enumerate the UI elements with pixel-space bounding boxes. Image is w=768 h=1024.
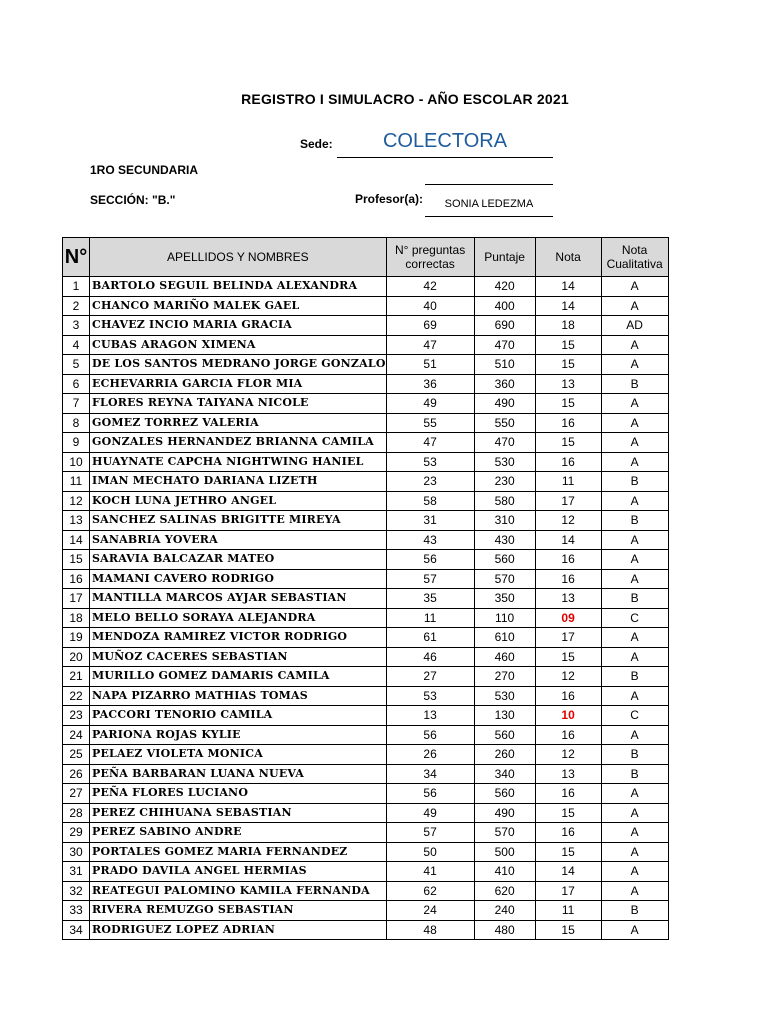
qualitative-grade: B — [601, 374, 668, 394]
qualitative-grade: B — [601, 901, 668, 921]
grade: 14 — [535, 530, 601, 550]
table-row — [63, 511, 669, 531]
qualitative-grade: A — [601, 725, 668, 745]
correct-answers: 43 — [386, 530, 474, 550]
student-name: PELAEZ VIOLETA MONICA — [90, 745, 387, 765]
student-name: BARTOLO SEGUIL BELINDA ALEXANDRA — [90, 277, 387, 297]
qualitative-grade: A — [601, 296, 668, 316]
correct-answers: 47 — [386, 433, 474, 453]
correct-answers: 47 — [386, 335, 474, 355]
grade: 17 — [535, 881, 601, 901]
row-number: 9 — [63, 433, 90, 453]
grade: 16 — [535, 725, 601, 745]
grade: 15 — [535, 920, 601, 940]
qualitative-grade: B — [601, 589, 668, 609]
correct-answers: 58 — [386, 491, 474, 511]
col-header-qualitative: Nota Cualitativa — [601, 238, 668, 277]
grade: 16 — [535, 413, 601, 433]
correct-answers: 61 — [386, 628, 474, 648]
qualitative-grade: A — [601, 842, 668, 862]
row-number: 28 — [63, 803, 90, 823]
qualitative-grade: A — [601, 803, 668, 823]
table-row — [63, 920, 669, 940]
correct-answers: 57 — [386, 823, 474, 843]
grade: 14 — [535, 862, 601, 882]
correct-answers: 57 — [386, 569, 474, 589]
score: 610 — [474, 628, 535, 648]
student-name: PACCORI TENORIO CAMILA — [90, 706, 387, 726]
row-number: 26 — [63, 764, 90, 784]
row-number: 25 — [63, 745, 90, 765]
row-number: 18 — [63, 608, 90, 628]
row-number: 21 — [63, 667, 90, 687]
table-row — [63, 550, 669, 570]
correct-answers: 56 — [386, 725, 474, 745]
grade: 11 — [535, 901, 601, 921]
table-row — [63, 452, 669, 472]
qualitative-grade: A — [601, 647, 668, 667]
score: 430 — [474, 530, 535, 550]
row-number: 17 — [63, 589, 90, 609]
qualitative-grade: A — [601, 569, 668, 589]
score: 350 — [474, 589, 535, 609]
correct-answers: 36 — [386, 374, 474, 394]
row-number: 19 — [63, 628, 90, 648]
qualitative-grade: A — [601, 823, 668, 843]
correct-answers: 51 — [386, 355, 474, 375]
student-name: MANTILLA MARCOS AYJAR SEBASTIAN — [90, 589, 387, 609]
qualitative-grade: B — [601, 472, 668, 492]
score: 690 — [474, 316, 535, 336]
table-row — [63, 862, 669, 882]
grade: 15 — [535, 355, 601, 375]
grade: 14 — [535, 296, 601, 316]
table-row — [63, 335, 669, 355]
table-row — [63, 472, 669, 492]
row-number: 31 — [63, 862, 90, 882]
table-row — [63, 784, 669, 804]
sede-label: Sede: — [300, 137, 333, 151]
qualitative-grade: A — [601, 862, 668, 882]
correct-answers: 53 — [386, 686, 474, 706]
score: 490 — [474, 803, 535, 823]
grade: 16 — [535, 569, 601, 589]
grade: 16 — [535, 550, 601, 570]
qualitative-grade: A — [601, 394, 668, 414]
grade: 15 — [535, 803, 601, 823]
row-number: 29 — [63, 823, 90, 843]
row-number: 24 — [63, 725, 90, 745]
qualitative-grade: A — [601, 277, 668, 297]
qualitative-grade: B — [601, 745, 668, 765]
row-number: 34 — [63, 920, 90, 940]
row-number: 8 — [63, 413, 90, 433]
qualitative-grade: A — [601, 686, 668, 706]
section-label: SECCIÓN: "B." — [90, 193, 176, 207]
table-row — [63, 745, 669, 765]
row-number: 27 — [63, 784, 90, 804]
correct-answers: 13 — [386, 706, 474, 726]
correct-answers: 23 — [386, 472, 474, 492]
table-row — [63, 277, 669, 297]
score: 470 — [474, 335, 535, 355]
student-name: SANABRIA YOVERA — [90, 530, 387, 550]
table-row — [63, 628, 669, 648]
row-number: 11 — [63, 472, 90, 492]
table-row — [63, 647, 669, 667]
correct-answers: 55 — [386, 413, 474, 433]
grade: 14 — [535, 277, 601, 297]
grade: 16 — [535, 452, 601, 472]
table-row — [63, 842, 669, 862]
table-row — [63, 413, 669, 433]
student-name: RIVERA REMUZGO SEBASTIAN — [90, 901, 387, 921]
student-name: ECHEVARRIA GARCIA FLOR MIA — [90, 374, 387, 394]
table-row — [63, 764, 669, 784]
qualitative-grade: C — [601, 706, 668, 726]
qualitative-grade: C — [601, 608, 668, 628]
blank-underline — [425, 184, 553, 185]
row-number: 3 — [63, 316, 90, 336]
grade: 16 — [535, 686, 601, 706]
correct-answers: 11 — [386, 608, 474, 628]
student-name: PARIONA ROJAS KYLIE — [90, 725, 387, 745]
table-row — [63, 355, 669, 375]
qualitative-grade: A — [601, 530, 668, 550]
row-number: 33 — [63, 901, 90, 921]
table-row — [63, 316, 669, 336]
grade: 17 — [535, 628, 601, 648]
grade: 16 — [535, 823, 601, 843]
score: 420 — [474, 277, 535, 297]
score: 500 — [474, 842, 535, 862]
qualitative-grade: A — [601, 452, 668, 472]
row-number: 4 — [63, 335, 90, 355]
qualitative-grade: A — [601, 433, 668, 453]
table-row — [63, 374, 669, 394]
score: 490 — [474, 394, 535, 414]
grade: 11 — [535, 472, 601, 492]
qualitative-grade: B — [601, 764, 668, 784]
student-name: MURILLO GOMEZ DAMARIS CAMILA — [90, 667, 387, 687]
grade: 10 — [535, 706, 601, 726]
grade: 17 — [535, 491, 601, 511]
correct-answers: 46 — [386, 647, 474, 667]
correct-answers: 26 — [386, 745, 474, 765]
grade: 15 — [535, 842, 601, 862]
table-row — [63, 667, 669, 687]
table-row — [63, 901, 669, 921]
student-name: PEÑA FLORES LUCIANO — [90, 784, 387, 804]
student-name: DE LOS SANTOS MEDRANO JORGE GONZALO — [90, 355, 387, 375]
score: 470 — [474, 433, 535, 453]
sede-value: COLECTORA — [337, 130, 553, 158]
student-name: SANCHEZ SALINAS BRIGITTE MIREYA — [90, 511, 387, 531]
qualitative-grade: A — [601, 335, 668, 355]
score: 110 — [474, 608, 535, 628]
correct-answers: 34 — [386, 764, 474, 784]
table-row — [63, 433, 669, 453]
score: 410 — [474, 862, 535, 882]
correct-answers: 56 — [386, 550, 474, 570]
teacher-label: Profesor(a): — [355, 192, 424, 206]
row-number: 22 — [63, 686, 90, 706]
correct-answers: 49 — [386, 803, 474, 823]
qualitative-grade: A — [601, 355, 668, 375]
grade: 15 — [535, 433, 601, 453]
correct-answers: 35 — [386, 589, 474, 609]
student-name: CHANCO MARIÑO MALEK GAEL — [90, 296, 387, 316]
table-row — [63, 569, 669, 589]
score: 240 — [474, 901, 535, 921]
qualitative-grade: A — [601, 491, 668, 511]
row-number: 7 — [63, 394, 90, 414]
correct-answers: 50 — [386, 842, 474, 862]
score: 310 — [474, 511, 535, 531]
score: 560 — [474, 784, 535, 804]
table-row — [63, 803, 669, 823]
qualitative-grade: B — [601, 667, 668, 687]
score: 360 — [474, 374, 535, 394]
grade: 15 — [535, 647, 601, 667]
table-row — [63, 608, 669, 628]
table-header-row — [63, 238, 669, 277]
correct-answers: 40 — [386, 296, 474, 316]
grade: 13 — [535, 764, 601, 784]
score: 570 — [474, 823, 535, 843]
row-number: 13 — [63, 511, 90, 531]
table-row — [63, 491, 669, 511]
student-name: KOCH LUNA JETHRO ANGEL — [90, 491, 387, 511]
row-number: 23 — [63, 706, 90, 726]
student-name: PEÑA BARBARAN LUANA NUEVA — [90, 764, 387, 784]
score: 530 — [474, 452, 535, 472]
score: 560 — [474, 725, 535, 745]
table-row — [63, 823, 669, 843]
score: 460 — [474, 647, 535, 667]
row-number: 12 — [63, 491, 90, 511]
correct-answers: 24 — [386, 901, 474, 921]
row-number: 6 — [63, 374, 90, 394]
grade: 09 — [535, 608, 601, 628]
qualitative-grade: A — [601, 881, 668, 901]
student-name: PEREZ CHIHUANA SEBASTIAN — [90, 803, 387, 823]
correct-answers: 48 — [386, 920, 474, 940]
score: 510 — [474, 355, 535, 375]
row-number: 10 — [63, 452, 90, 472]
qualitative-grade: A — [601, 550, 668, 570]
table-row — [63, 394, 669, 414]
table-row — [63, 296, 669, 316]
student-name: MUÑOZ CACERES SEBASTIAN — [90, 647, 387, 667]
table-row — [63, 725, 669, 745]
qualitative-grade: B — [601, 511, 668, 531]
correct-answers: 31 — [386, 511, 474, 531]
score: 480 — [474, 920, 535, 940]
col-header-score: Puntaje — [474, 238, 535, 277]
grade: 15 — [535, 394, 601, 414]
table-row — [63, 589, 669, 609]
score: 550 — [474, 413, 535, 433]
grade: 16 — [535, 784, 601, 804]
row-number: 32 — [63, 881, 90, 901]
grade: 13 — [535, 374, 601, 394]
score: 400 — [474, 296, 535, 316]
student-name: MAMANI CAVERO RODRIGO — [90, 569, 387, 589]
student-name: SARAVIA BALCAZAR MATEO — [90, 550, 387, 570]
score: 620 — [474, 881, 535, 901]
score: 340 — [474, 764, 535, 784]
grade: 12 — [535, 511, 601, 531]
correct-answers: 56 — [386, 784, 474, 804]
row-number: 14 — [63, 530, 90, 550]
student-name: RODRIGUEZ LOPEZ ADRIAN — [90, 920, 387, 940]
student-name: GONZALES HERNANDEZ BRIANNA CAMILA — [90, 433, 387, 453]
col-header-number: N° — [63, 238, 90, 277]
score: 570 — [474, 569, 535, 589]
row-number: 15 — [63, 550, 90, 570]
student-name: MENDOZA RAMIREZ VICTOR RODRIGO — [90, 628, 387, 648]
row-number: 1 — [63, 277, 90, 297]
qualitative-grade: A — [601, 920, 668, 940]
student-name: CUBAS ARAGON XIMENA — [90, 335, 387, 355]
col-header-name: APELLIDOS Y NOMBRES — [90, 238, 387, 277]
student-name: REATEGUI PALOMINO KAMILA FERNANDA — [90, 881, 387, 901]
qualitative-grade: AD — [601, 316, 668, 336]
row-number: 5 — [63, 355, 90, 375]
row-number: 30 — [63, 842, 90, 862]
correct-answers: 53 — [386, 452, 474, 472]
page-title: REGISTRO I SIMULACRO - AÑO ESCOLAR 2021 — [241, 91, 569, 107]
table-row — [63, 686, 669, 706]
table-row — [63, 530, 669, 550]
score: 270 — [474, 667, 535, 687]
student-name: MELO BELLO SORAYA ALEJANDRA — [90, 608, 387, 628]
student-name: NAPA PIZARRO MATHIAS TOMAS — [90, 686, 387, 706]
correct-answers: 27 — [386, 667, 474, 687]
grade: 13 — [535, 589, 601, 609]
score: 230 — [474, 472, 535, 492]
row-number: 2 — [63, 296, 90, 316]
score: 260 — [474, 745, 535, 765]
student-name: PORTALES GOMEZ MARIA FERNANDEZ — [90, 842, 387, 862]
qualitative-grade: A — [601, 628, 668, 648]
correct-answers: 62 — [386, 881, 474, 901]
col-header-grade: Nota — [535, 238, 601, 277]
qualitative-grade: A — [601, 413, 668, 433]
student-name: HUAYNATE CAPCHA NIGHTWING HANIEL — [90, 452, 387, 472]
score: 130 — [474, 706, 535, 726]
grade-label: 1RO SECUNDARIA — [90, 163, 199, 177]
teacher-name: SONIA LEDEZMA — [425, 198, 553, 217]
col-header-correct: N° preguntas correctas — [386, 238, 474, 277]
score: 530 — [474, 686, 535, 706]
correct-answers: 49 — [386, 394, 474, 414]
student-name: PRADO DAVILA ANGEL HERMIAS — [90, 862, 387, 882]
grades-table — [62, 237, 669, 940]
score: 580 — [474, 491, 535, 511]
qualitative-grade: A — [601, 784, 668, 804]
score: 560 — [474, 550, 535, 570]
row-number: 16 — [63, 569, 90, 589]
correct-answers: 41 — [386, 862, 474, 882]
student-name: PEREZ SABINO ANDRE — [90, 823, 387, 843]
row-number: 20 — [63, 647, 90, 667]
correct-answers: 42 — [386, 277, 474, 297]
correct-answers: 69 — [386, 316, 474, 336]
student-name: FLORES REYNA TAIYANA NICOLE — [90, 394, 387, 414]
grade: 18 — [535, 316, 601, 336]
grade: 12 — [535, 745, 601, 765]
grade: 12 — [535, 667, 601, 687]
student-name: IMAN MECHATO DARIANA LIZETH — [90, 472, 387, 492]
table-row — [63, 706, 669, 726]
student-name: GOMEZ TORREZ VALERIA — [90, 413, 387, 433]
table-row — [63, 881, 669, 901]
grade: 15 — [535, 335, 601, 355]
student-name: CHAVEZ INCIO MARIA GRACIA — [90, 316, 387, 336]
